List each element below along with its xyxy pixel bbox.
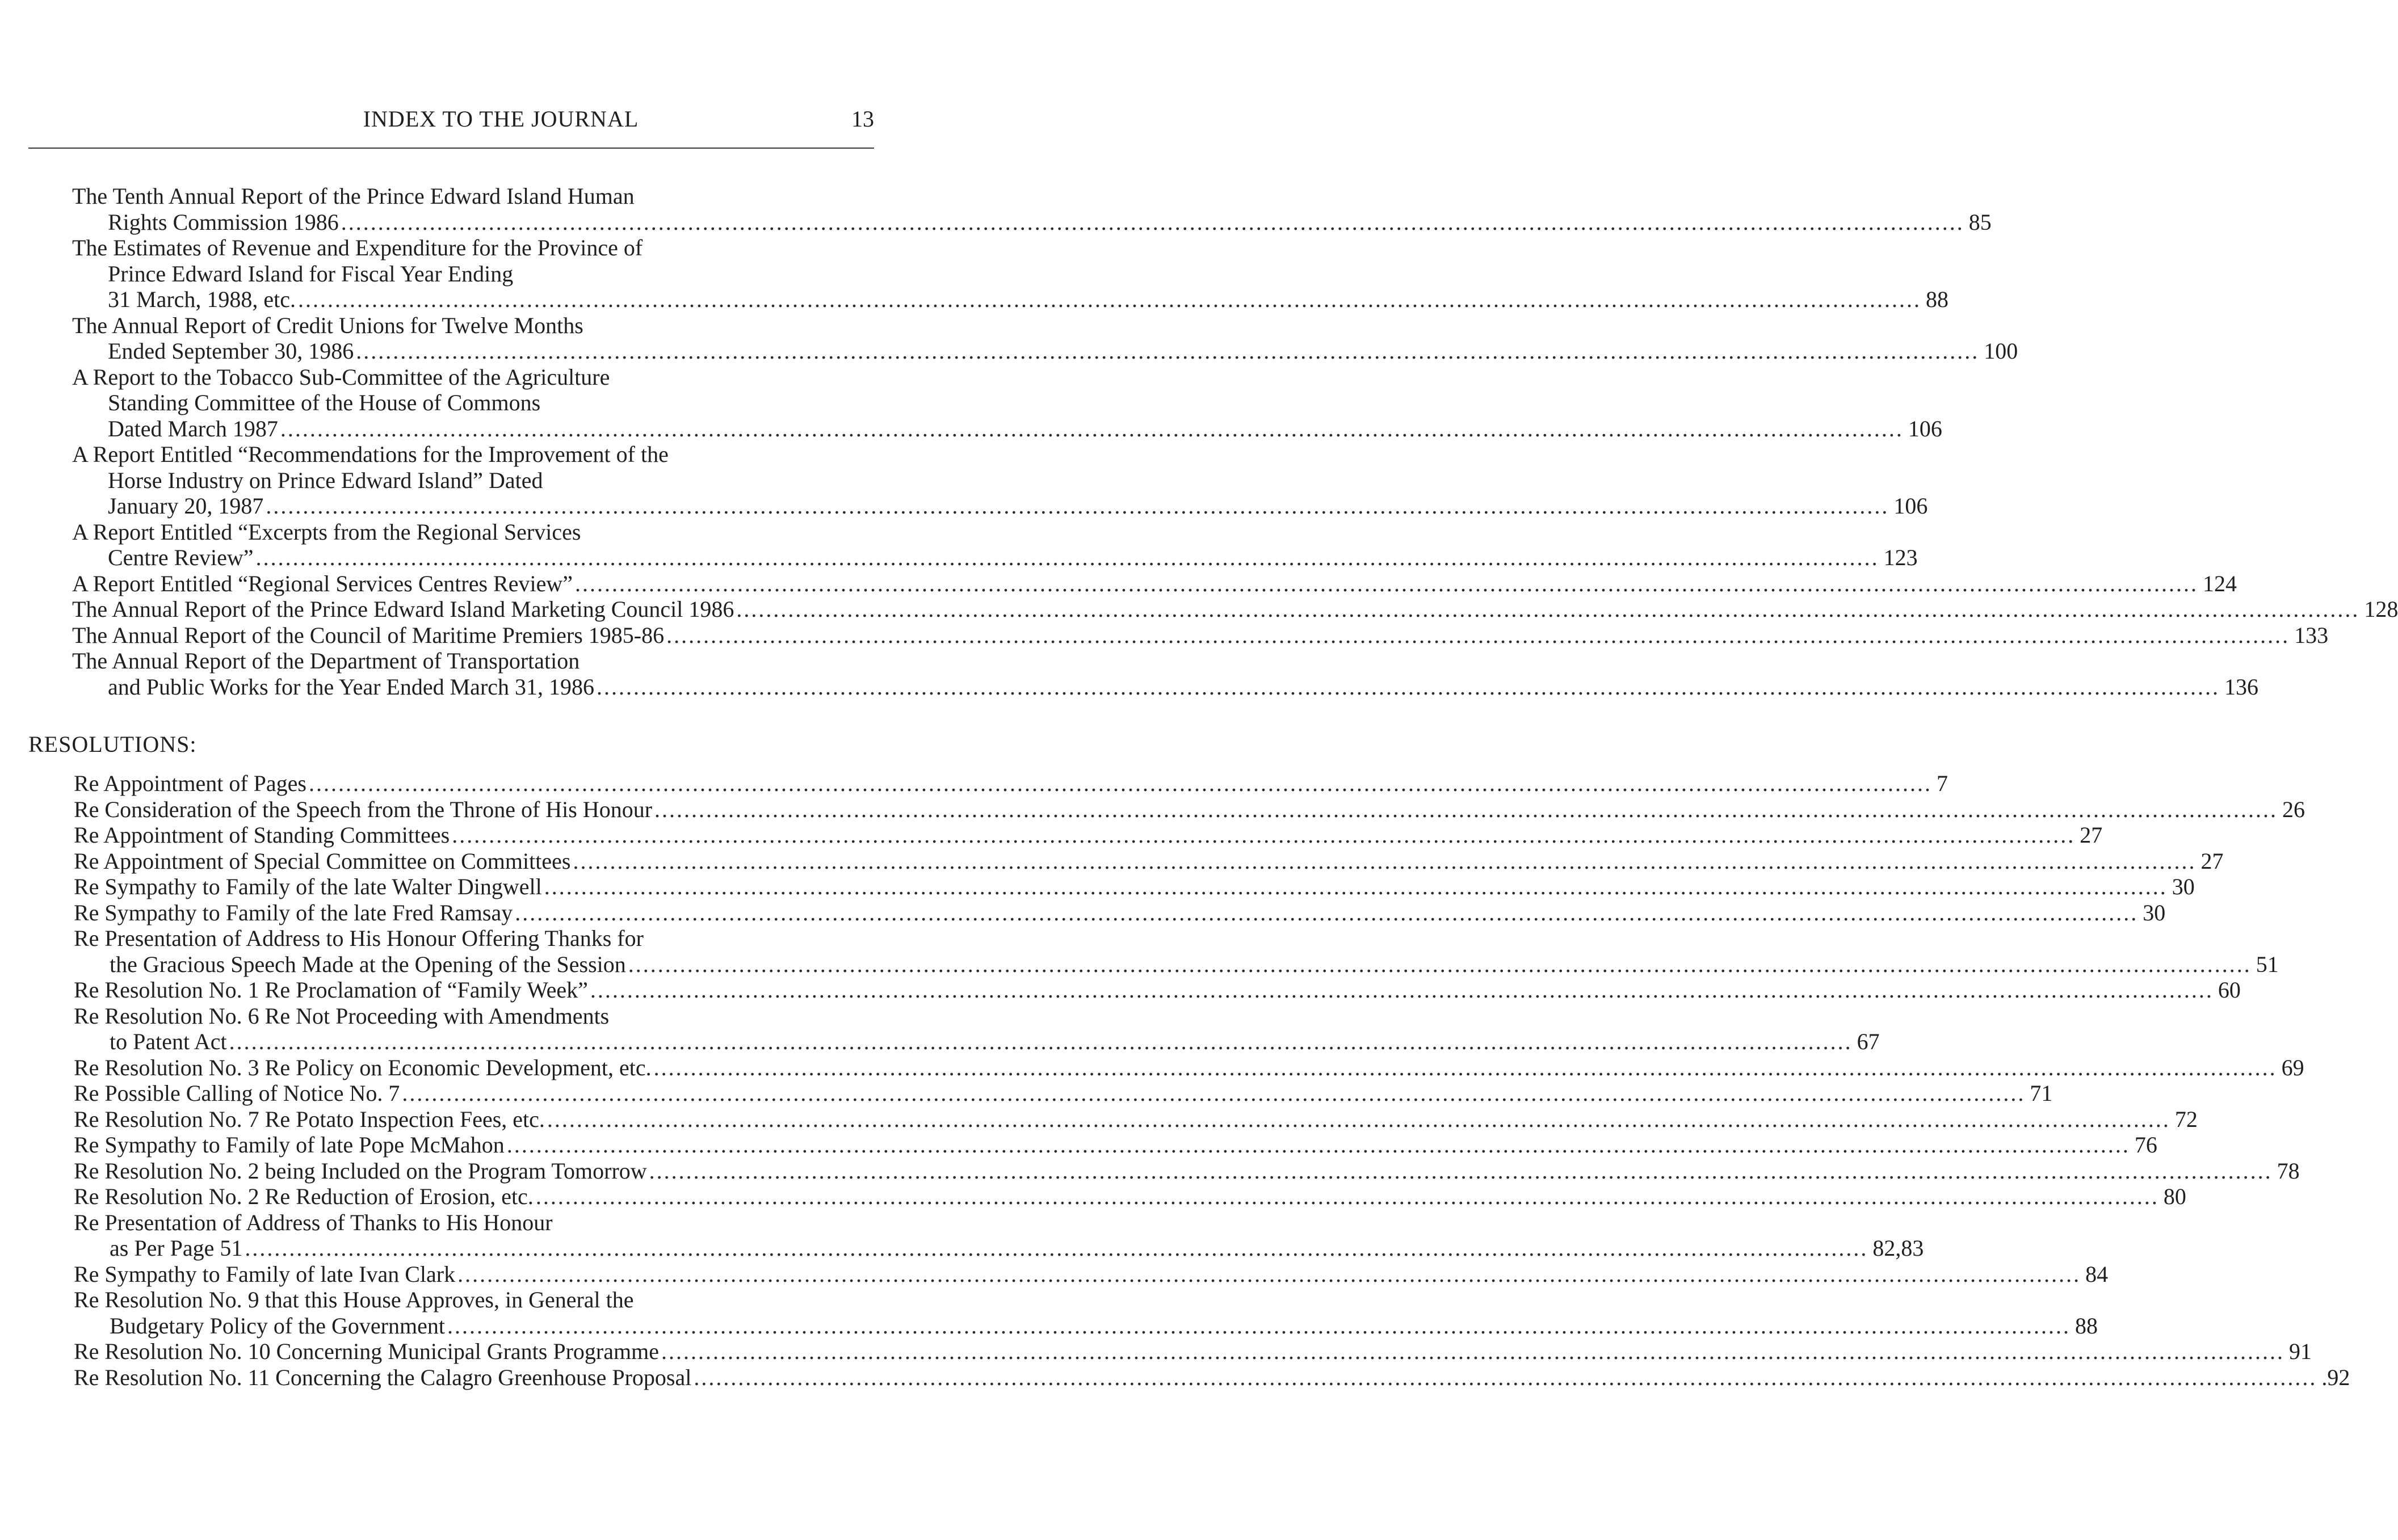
entry-page-number: 27 bbox=[2200, 848, 2224, 874]
entry-text: Re Sympathy to Family of the late Fred Ramsay bbox=[74, 899, 513, 925]
entry-line bbox=[72, 596, 2398, 622]
entry-line: Re Resolution No. 6 Re Not Proceeding with Amendments bbox=[74, 1003, 610, 1029]
entry-text: Dated March 1987 bbox=[108, 415, 278, 441]
entry-page-number: 91 bbox=[2288, 1339, 2312, 1364]
resolution-entry bbox=[74, 848, 2224, 874]
entry-text: The Annual Report of the Prince Edward Island Marketing Council 1986 bbox=[72, 596, 734, 622]
entry-line: A Report Entitled “Recommendations for the Improvement of the bbox=[72, 441, 669, 467]
report-entry bbox=[72, 519, 1918, 571]
entry-page-number: 106 bbox=[1893, 493, 1928, 519]
dot-leader: ............................................................................................................................................................................................................................ bbox=[452, 822, 2076, 848]
dot-leader: ............................................................................................................................................................................................................................ bbox=[628, 951, 2252, 977]
entry-line: Re Presentation of Address of Thanks to His Honour bbox=[74, 1209, 553, 1235]
entry-text: and Public Works for the Year Ended March 31, 1986 bbox=[108, 674, 595, 700]
entry-line: The Annual Report of Credit Unions for Twelve Months bbox=[72, 312, 583, 338]
resolution-entry bbox=[74, 1158, 2300, 1184]
entry-text: A Report Entitled “Regional Services Centres Review” bbox=[72, 570, 573, 596]
entry-text: Re Resolution No. 11 Concerning the Calagro Greenhouse Proposal bbox=[74, 1364, 692, 1390]
entry-page-number: 76 bbox=[2134, 1132, 2157, 1158]
resolution-entry bbox=[74, 1287, 2098, 1339]
entry-page-number: 72 bbox=[2174, 1106, 2198, 1132]
report-entry bbox=[72, 441, 1928, 519]
header-page-number: 13 bbox=[851, 106, 874, 132]
dot-leader: ............................................................................................................................................................................................................................ bbox=[661, 1339, 2284, 1364]
dot-leader: ............................................................................................................................................................................................................................ bbox=[535, 1184, 2159, 1209]
entry-line bbox=[74, 848, 2224, 874]
reports-list bbox=[0, 183, 2398, 700]
entry-page-number: 71 bbox=[2030, 1080, 2053, 1106]
dot-leader: ............................................................................................................................................................................................................................ bbox=[402, 1080, 2026, 1106]
entry-text: the Gracious Speech Made at the Opening of the Session bbox=[110, 951, 626, 977]
dot-leader: ............................................................................................................................................................................................................................ bbox=[515, 899, 2139, 925]
report-entry bbox=[72, 648, 2259, 700]
resolution-entry bbox=[74, 977, 2241, 1003]
dot-leader: ............................................................................................................................................................................................................................ bbox=[547, 1106, 2170, 1132]
entry-line bbox=[74, 951, 2279, 978]
resolutions-list bbox=[0, 771, 2350, 1390]
entry-page-number: 84 bbox=[2085, 1261, 2109, 1287]
entry-text: Re Resolution No. 2 being Included on the Program Tomorrow bbox=[74, 1158, 647, 1184]
entry-text: Ended September 30, 1986 bbox=[108, 338, 354, 364]
entry-line bbox=[74, 1054, 2304, 1081]
entry-page-number: 78 bbox=[2277, 1158, 2300, 1184]
resolution-entry bbox=[74, 771, 1948, 797]
dot-leader: ............................................................................................................................................................................................................................ bbox=[654, 796, 2278, 822]
entry-page-number: 27 bbox=[2080, 822, 2103, 848]
entry-text: Re Appointment of Pages bbox=[74, 771, 306, 796]
entry-text: Budgetary Policy of the Government bbox=[110, 1312, 445, 1339]
entry-line bbox=[72, 338, 2018, 364]
entry-line bbox=[74, 1029, 1880, 1055]
entry-text: January 20, 1987 bbox=[108, 493, 264, 519]
resolution-entry bbox=[74, 1054, 2304, 1081]
entry-text: to Patent Act bbox=[110, 1029, 227, 1054]
report-entry bbox=[72, 312, 2018, 364]
entry-text: Re Sympathy to Family of late Pope McMahon bbox=[74, 1132, 505, 1158]
header-title: INDEX TO THE JOURNAL bbox=[363, 106, 639, 132]
entry-text: Re Resolution No. 10 Concerning Municipal Grants Programme bbox=[74, 1339, 659, 1364]
entry-page-number: 88 bbox=[2074, 1312, 2098, 1339]
entry-line: The Tenth Annual Report of the Prince Edward Island Human bbox=[72, 183, 635, 209]
entry-line: Re Resolution No. 9 that this House Approves, in General the bbox=[74, 1287, 634, 1312]
entry-text: Re Resolution No. 7 Re Potato Inspection Fees, etc. bbox=[74, 1106, 545, 1132]
dot-leader: ............................................................................................................................................................................................................................ bbox=[694, 1364, 2317, 1390]
entry-line bbox=[72, 674, 2259, 700]
resolution-entry bbox=[74, 1261, 2109, 1287]
entry-text: Re Possible Calling of Notice No. 7 bbox=[74, 1080, 400, 1106]
entry-page-number: 30 bbox=[2172, 874, 2195, 899]
resolution-entry bbox=[74, 822, 2103, 848]
resolution-entry bbox=[74, 1132, 2157, 1158]
entry-text: Re Resolution No. 2 Re Reduction of Erosion, etc. bbox=[74, 1184, 534, 1209]
entry-page-number: 26 bbox=[2282, 796, 2305, 822]
dot-leader: ............................................................................................................................................................................................................................ bbox=[590, 977, 2214, 1003]
report-entry bbox=[72, 570, 2237, 597]
entry-line: Re Presentation of Address to His Honour Offering Thanks for bbox=[74, 925, 644, 951]
report-entry bbox=[72, 622, 2329, 649]
entry-text: Re Resolution No. 1 Re Proclamation of “Family Week” bbox=[74, 977, 588, 1003]
dot-leader: ............................................................................................................................................................................................................................ bbox=[280, 415, 1904, 441]
entry-line bbox=[74, 977, 2241, 1003]
entry-line bbox=[72, 622, 2329, 649]
entry-line bbox=[74, 1364, 2350, 1391]
report-entry bbox=[72, 596, 2398, 622]
entry-line bbox=[72, 287, 1949, 313]
resolution-entry bbox=[74, 1003, 1880, 1055]
entry-line: Prince Edward Island for Fiscal Year Ending bbox=[108, 260, 514, 287]
entry-line bbox=[74, 1339, 2312, 1365]
entry-line bbox=[74, 1261, 2109, 1287]
entry-line bbox=[74, 874, 2195, 900]
entry-text: Re Sympathy to Family of the late Walter Dingwell bbox=[74, 874, 542, 899]
resolution-entry bbox=[74, 1184, 2186, 1210]
entry-page-number: 30 bbox=[2143, 899, 2166, 925]
entry-page-number: 85 bbox=[1968, 209, 1992, 235]
entry-text: Re Sympathy to Family of late Ivan Clark bbox=[74, 1261, 456, 1287]
entry-page-number: 80 bbox=[2163, 1184, 2186, 1209]
report-entry bbox=[72, 364, 1942, 442]
dot-leader: ............................................................................................................................................................................................................................ bbox=[573, 848, 2197, 874]
entry-line bbox=[74, 771, 1948, 797]
entry-line bbox=[72, 493, 1928, 519]
entry-page-number: 100 bbox=[1984, 338, 2018, 364]
entry-line bbox=[74, 822, 2103, 848]
entry-line bbox=[72, 209, 1992, 235]
entry-text: Re Consideration of the Speech from the Throne of His Honour bbox=[74, 796, 653, 822]
entry-page-number: 106 bbox=[1908, 415, 1942, 441]
entry-line bbox=[72, 415, 1942, 442]
dot-leader: ............................................................................................................................................................................................................................ bbox=[653, 1054, 2277, 1080]
entry-line bbox=[72, 545, 1918, 571]
entry-page-number: 128 bbox=[2364, 596, 2398, 622]
header-rule bbox=[28, 148, 874, 149]
entry-page-number: 69 bbox=[2281, 1054, 2304, 1080]
dot-leader: ............................................................................................................................................................................................................................ bbox=[736, 596, 2360, 622]
entry-line: The Estimates of Revenue and Expenditure for the Province of bbox=[72, 235, 643, 260]
resolution-entry bbox=[74, 796, 2305, 823]
entry-text: The Annual Report of the Council of Maritime Premiers 1985-86 bbox=[72, 622, 665, 648]
entry-line bbox=[74, 1080, 2053, 1106]
dot-leader: ............................................................................................................................................................................................................................ bbox=[544, 874, 2168, 899]
resolution-entry bbox=[74, 1209, 1924, 1261]
dot-leader: ............................................................................................................................................................................................................................ bbox=[245, 1235, 1868, 1261]
entry-text: 31 March, 1988, etc. bbox=[108, 287, 296, 312]
dot-leader: ............................................................................................................................................................................................................................ bbox=[447, 1312, 2071, 1339]
report-entry bbox=[72, 235, 1949, 313]
dot-leader: ............................................................................................................................................................................................................................ bbox=[255, 545, 1879, 570]
dot-leader: ............................................................................................................................................................................................................................ bbox=[506, 1132, 2130, 1158]
entry-line bbox=[74, 899, 2166, 926]
dot-leader: ............................................................................................................................................................................................................................ bbox=[298, 287, 1922, 312]
entry-page-number: 51 bbox=[2256, 951, 2279, 977]
entry-page-number: 123 bbox=[1883, 545, 1918, 570]
entry-text: Re Appointment of Standing Committees bbox=[74, 822, 450, 848]
entry-line bbox=[74, 1312, 2098, 1339]
resolution-entry bbox=[74, 1106, 2198, 1133]
resolution-entry bbox=[74, 1364, 2350, 1391]
entry-text: Re Appointment of Special Committee on Committees bbox=[74, 848, 571, 874]
entry-text: Centre Review” bbox=[108, 545, 254, 570]
dot-leader: ............................................................................................................................................................................................................................ bbox=[341, 209, 1964, 235]
entry-page-number: 82,83 bbox=[1872, 1235, 1924, 1261]
dot-leader: ............................................................................................................................................................................................................................ bbox=[597, 674, 2220, 700]
entry-page-number: 136 bbox=[2224, 674, 2259, 700]
entry-page-number: 60 bbox=[2218, 977, 2241, 1003]
dot-leader: ............................................................................................................................................................................................................................ bbox=[457, 1261, 2081, 1287]
entry-text: Rights Commission 1986 bbox=[108, 209, 339, 235]
entry-page-number: 133 bbox=[2294, 622, 2329, 648]
entry-line: Horse Industry on Prince Edward Island” Dated bbox=[108, 467, 543, 493]
entry-line: The Annual Report of the Department of Transportation bbox=[72, 648, 580, 674]
resolution-entry bbox=[74, 1080, 2053, 1106]
entry-line bbox=[74, 1132, 2157, 1158]
dot-leader: ............................................................................................................................................................................................................................ bbox=[649, 1158, 2273, 1184]
resolution-entry bbox=[74, 874, 2195, 900]
dot-leader: ............................................................................................................................................................................................................................ bbox=[575, 570, 2198, 596]
resolution-entry bbox=[74, 1339, 2312, 1365]
entry-page-number: 67 bbox=[1857, 1029, 1880, 1054]
resolution-entry bbox=[74, 899, 2166, 926]
entry-line bbox=[74, 1235, 1924, 1261]
entry-line: Standing Committee of the House of Commons bbox=[108, 390, 541, 415]
entry-line bbox=[74, 1184, 2186, 1210]
page-header bbox=[0, 102, 1002, 136]
entry-text: as Per Page 51 bbox=[110, 1235, 243, 1261]
dot-leader: ............................................................................................................................................................................................................................ bbox=[666, 622, 2290, 648]
entry-line: A Report Entitled “Excerpts from the Regional Services bbox=[72, 519, 581, 545]
entry-line bbox=[74, 1158, 2300, 1184]
entry-text: Re Resolution No. 3 Re Policy on Economic Development, etc. bbox=[74, 1054, 652, 1080]
entry-line bbox=[72, 570, 2237, 597]
entry-page-number: 7 bbox=[1936, 771, 1948, 796]
entry-page-number: 124 bbox=[2203, 570, 2237, 596]
resolutions-heading: RESOLUTIONS: bbox=[28, 731, 197, 757]
dot-leader: ............................................................................................................................................................................................................................ bbox=[308, 771, 1932, 796]
dot-leader: ............................................................................................................................................................................................................................ bbox=[266, 493, 1889, 519]
entry-line bbox=[74, 796, 2305, 823]
report-entry bbox=[72, 183, 1992, 235]
entry-page-number: .92 bbox=[2321, 1364, 2350, 1390]
resolution-entry bbox=[74, 925, 2279, 977]
entry-page-number: 88 bbox=[1926, 287, 1949, 312]
entry-line: A Report to the Tobacco Sub-Committee of the Agriculture bbox=[72, 364, 610, 390]
entry-line bbox=[74, 1106, 2198, 1133]
dot-leader: ............................................................................................................................................................................................................................ bbox=[229, 1029, 1853, 1054]
dot-leader: ............................................................................................................................................................................................................................ bbox=[356, 338, 1980, 364]
